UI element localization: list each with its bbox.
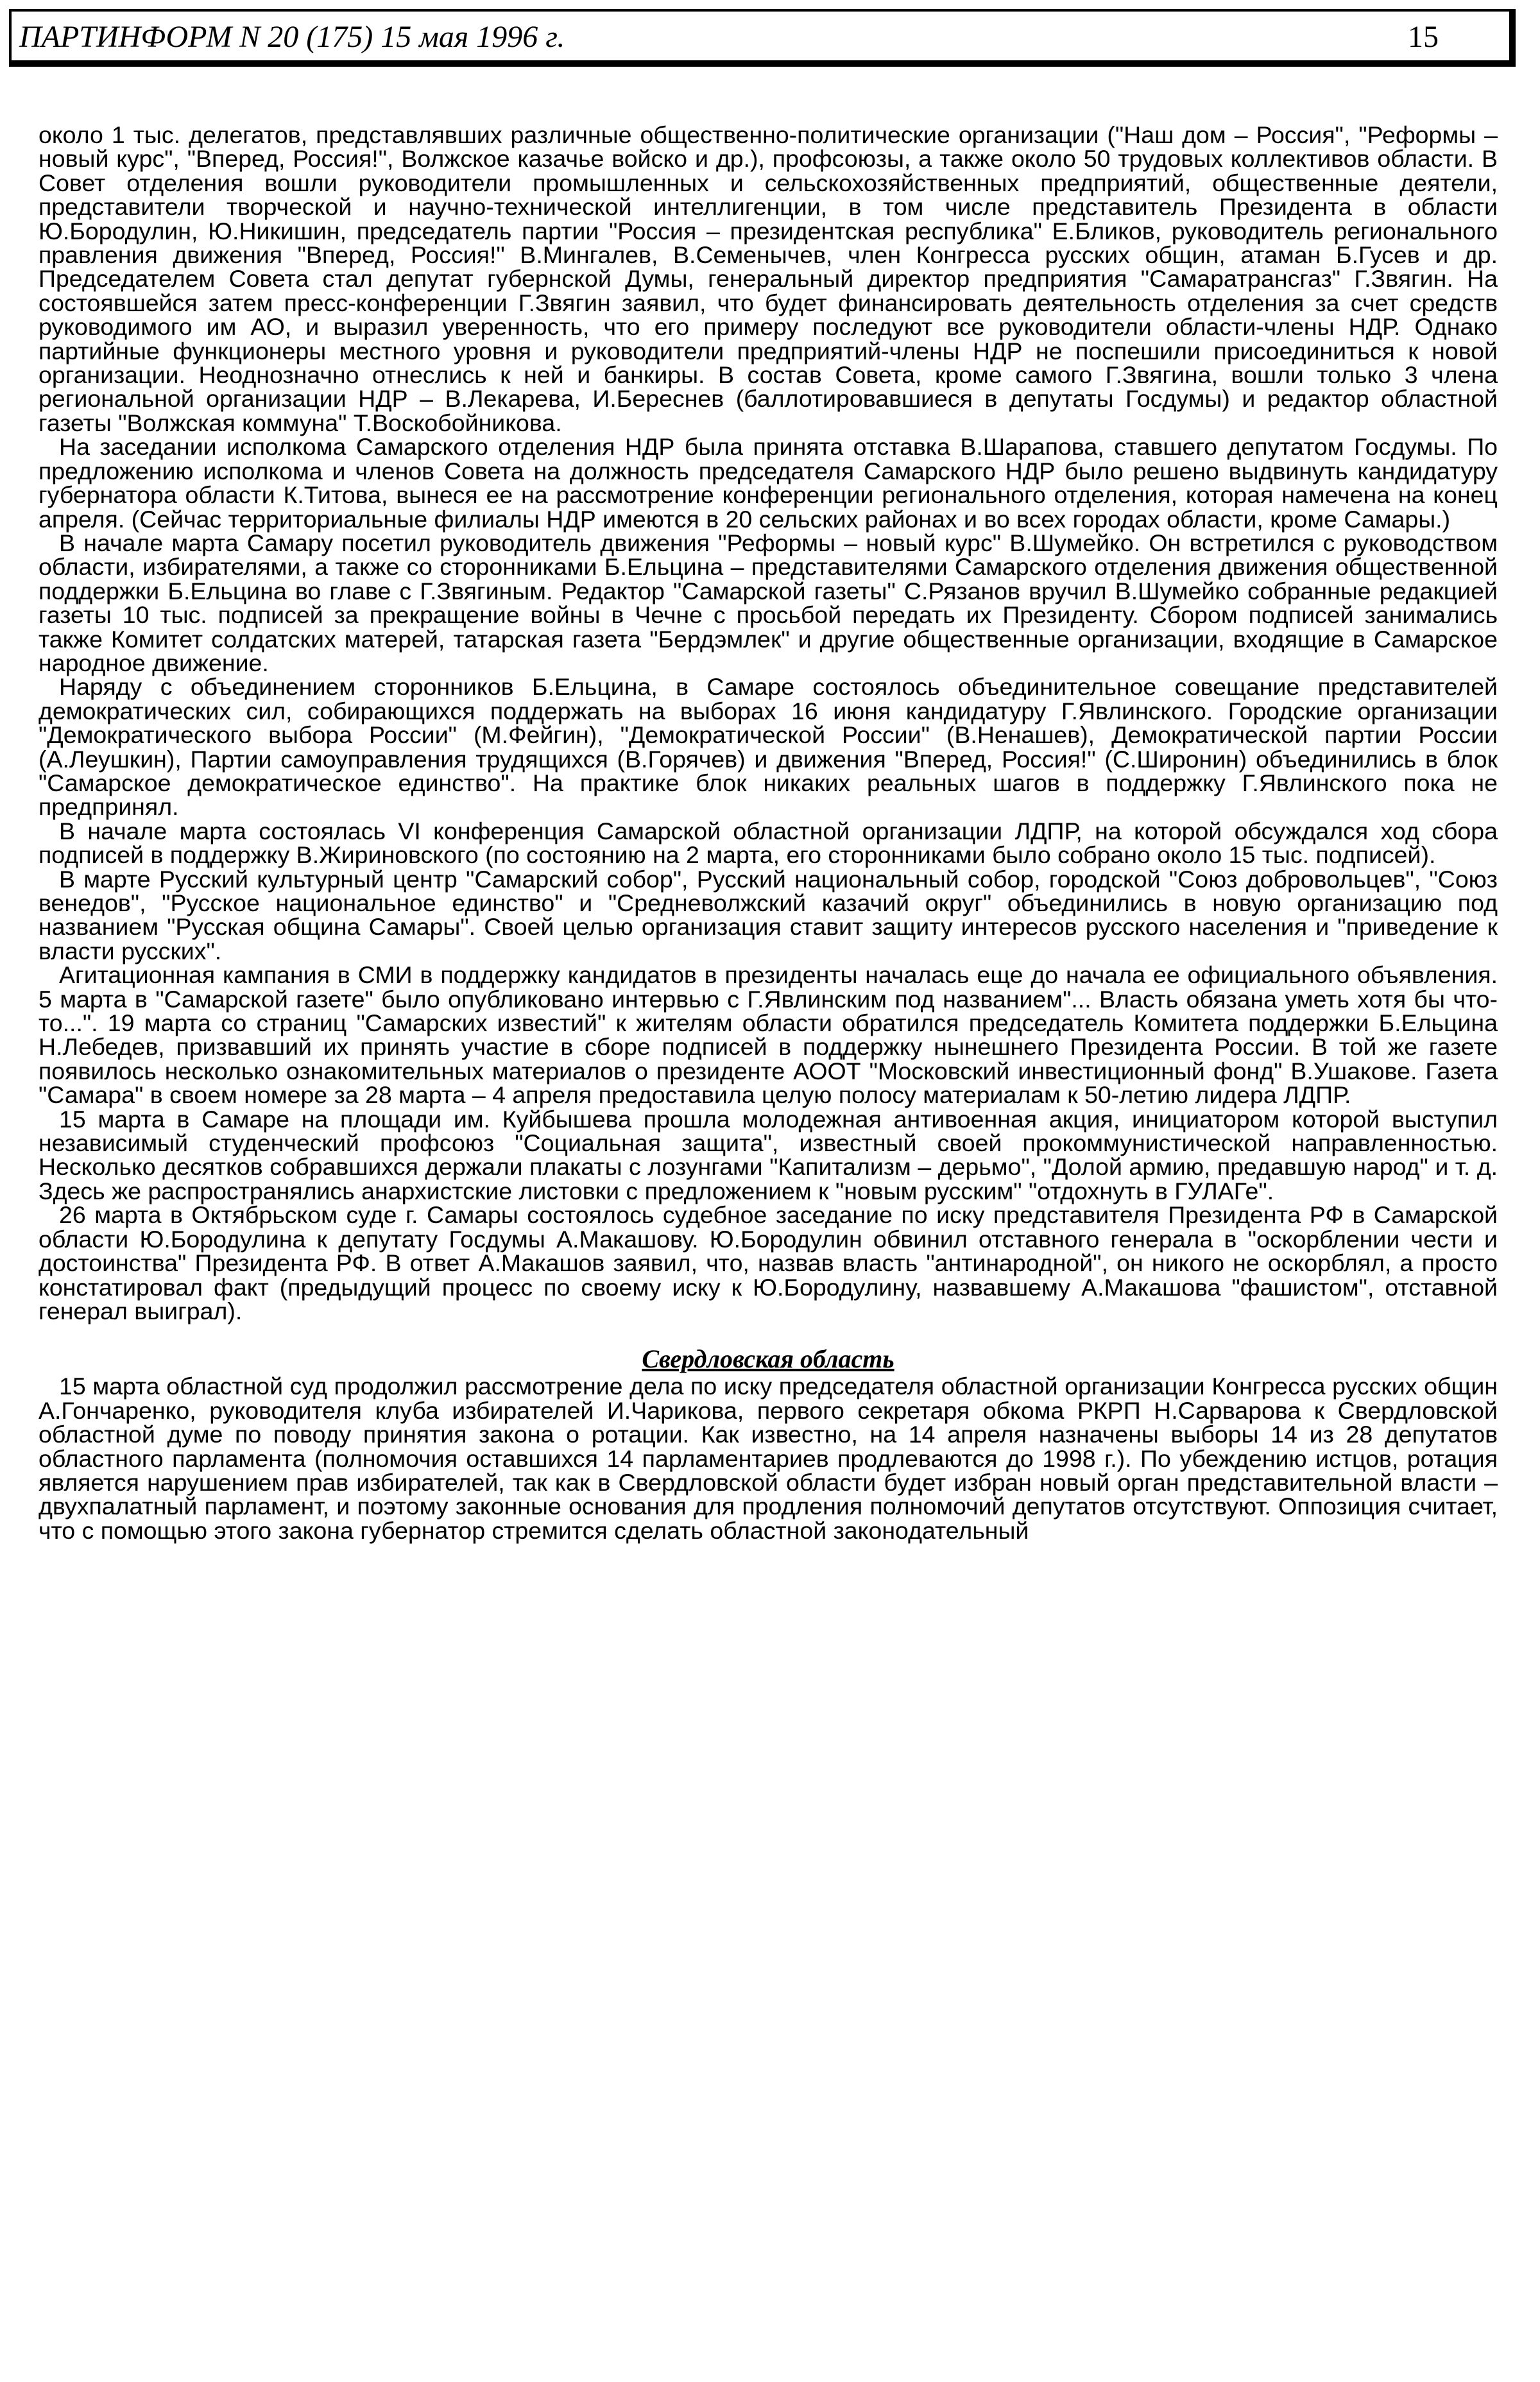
paragraph-samara-8: 15 марта в Самаре на площади им. Куйбышева прошла молодежная антивоенная акция, инициатором которой выступил независимый студенческий профсоюз "Социальная защита", известный своей прокоммунистической направленностью. Несколько десятков собравшихся держали плакаты с лозунгами "Капитализм – дерьмо", "Долой армию, предавшую народ" и т. д. Здесь же распространялись анархистские листовки с предложением к "новым русским" "отдохнуть в ГУЛАГе".	[38, 1105, 1498, 1204]
section-title-sverdlovsk: Свердловская область	[642, 1344, 894, 1374]
paragraph-samara-7: Агитационная кампания в СМИ в поддержку кандидатов в президенты началась еще до начала ее официального объявления. 5 марта в "Самарской газете" было опубликовано интервью с Г.Явлинским под названием"... Власть обязана уметь хотя бы что-то...". 19 марта со страниц "Самарских известий" к жителям области обратился председатель Комитета поддержки Б.Ельцина Н.Лебедев, призвавший их принять участие в сборе подписей в поддержку нынешнего Президента России. В той же газете появилось несколько ознакомительных материалов о президенте АООТ "Московский инвестиционный фонд" В.Ушакове. Газета "Самара" в своем номере за 28 марта – 4 апреля предоставила целую полосу материалам к 50-летию лидера ЛДПР.	[38, 961, 1498, 1109]
page-number: 15	[1408, 20, 1439, 54]
paragraph-samara-6: В марте Русский культурный центр "Самарский собор", Русский национальный собор, городской "Союз добровольцев", "Союз венедов", "Русское национальное единство" и "Средневолжский казачий округ" объединились в новую организацию под названием "Русская община Самары". Своей целью организация ставит защиту интересов русского населения и "приведение к власти русских".	[38, 865, 1498, 964]
paragraph-samara-5: В начале марта состоялась VI конференция Самарской областной организации ЛДПР, на которой обсуждался ход сбора подписей в поддержку В.Жириновского (по состоянию на 2 марта, его сторонниками было собрано около 15 тыс. подписей).	[38, 817, 1498, 869]
paragraph-sverdlovsk-1: 15 марта областной суд продолжил рассмотрение дела по иску председателя областной организации Конгресса русских общин А.Гончаренко, руководителя клуба избирателей И.Чарикова, первого секретаря обкома РКРП Н.Сарварова к Свердловской областной думе по поводу принятия закона о ротации. Как известно, на 14 апреля назначены выборы 14 из 28 депутатов областного парламента (полномочия оставшихся 14 парламентариев продлеваются до 1998 г.). По убеждению истцов, ротация является нарушением прав избирателей, так как в Свердловской области будет избран новый орган представительной власти – двухпалатный парламент, и поэтому законные основания для продления полномочий депутатов отсутствуют. Оппозиция считает, что с помощью этого закона губернатор стремится сделать областной законодательный	[38, 1373, 1498, 1544]
paragraph-samara-1: около 1 тыс. делегатов, представлявших различные общественно-политические организации ("Наш дом – Россия", "Реформы – новый курс", "Вперед, Россия!", Волжское казачье войско и др.), профсоюзы, а также около 50 трудовых коллективов области. В Совет отделения вошли руководители промышленных и сельскохозяйственных предприятий, общественные деятели, представители творческой и научно-технической интеллигенции, в том числе представитель Президента в области Ю.Бородулин, Ю.Никишин, председатель партии "Россия – президентская республика" Е.Бликов, руководитель регионального правления движения "Вперед, Россия!" В.Мингалев, В.Семенычев, член Конгресса русских общин, атаман Б.Гусев и др. Председателем Совета стал депутат губернской Думы, генеральный директор предприятия "Самаратрансгаз" Г.Звягин. На состоявшейся затем пресс-конференции Г.Звягин заявил, что будет финансировать деятельность отделения за счет средств руководимого им АО, и выразил уверенность, что его примеру последуют все руководители области-члены НДР. Однако партийные функционеры местного уровня и руководители предприятий-члены НДР не поспешили присоединиться к новой организации. Неоднозначно отнеслись к ней и банкиры. В состав Совета, кроме самого Г.Звягина, вошли только 3 члена региональной организации НДР – В.Лекарева, И.Береснев (баллотировавшиеся в депутаты Госдумы) и редактор областной газеты "Волжская коммуна" Т.Воскобойникова.	[38, 121, 1498, 436]
paragraph-samara-4: Наряду с объединением сторонников Б.Ельцина, в Самаре состоялось объединительное совещание представителей демократических сил, собирающихся поддержать на выборах 16 июня кандидатуру Г.Явлинского. Городские организации "Демократического выбора России" (М.Фейгин), "Демократической России" (В.Ненашев), Демократической партии России (А.Леушкин), Партии самоуправления трудящихся (В.Горячев) и движения "Вперед, Россия!" (С.Широнин) объединились в блок "Самарское демократическое единство". На практике блок никаких реальных шагов в поддержку Г.Явлинского пока не предпринял.	[38, 673, 1498, 821]
page-header	[9, 9, 1516, 67]
article-body	[38, 123, 1498, 1543]
paragraph-samara-9: 26 марта в Октябрьском суде г. Самары состоялось судебное заседание по иску представителя Президента РФ в Самарской области Ю.Бородулина к депутату Госдумы А.Макашову. Ю.Бородулин обвинил отставного генерала в "оскорблении чести и достоинства" Президента РФ. В ответ А.Макашов заявил, что, назвав власть "антинародной", он никого не оскорблял, а просто констатировал факт (предыдущий процесс по своему иску к Ю.Бородулину, назвавшему А.Макашова "фашистом", отставной генерал выиграл).	[38, 1201, 1498, 1324]
paragraph-samara-2: На заседании исполкома Самарского отделения НДР была принята отставка В.Шарапова, ставшего депутатом Госдумы. По предложению исполкома и членов Совета на должность председателя Самарского НДР было решено выдвинуть кандидатуру губернатора области К.Титова, вынеся ее на рассмотрение конференции регионального отделения, которая намечена на конец апреля. (Сейчас территориальные филиалы НДР имеются в 20 сельских районах и во всех городах области, кроме Самары.)	[38, 433, 1498, 533]
paragraph-samara-3: В начале марта Самару посетил руководитель движения "Реформы – новый курс" В.Шумейко. Он встретился с руководством области, избирателями, а также со сторонниками Б.Ельцина – представителями Самарского отделения движения общественной поддержки Б.Ельцина во главе с Г.Звягиным. Редактор "Самарской газеты" С.Рязанов вручил В.Шумейко собранные редакцией газеты 10 тыс. подписей за прекращение войны в Чечне с просьбой передать их Президенту. Сбором подписей занимались также Комитет солдатских матерей, татарская газета "Бердэмлек" и другие общественные организации, входящие в Самарское народное движение.	[38, 529, 1498, 676]
publication-title: ПАРТИНФОРМ N 20 (175) 15 мая 1996 г.	[19, 20, 565, 54]
